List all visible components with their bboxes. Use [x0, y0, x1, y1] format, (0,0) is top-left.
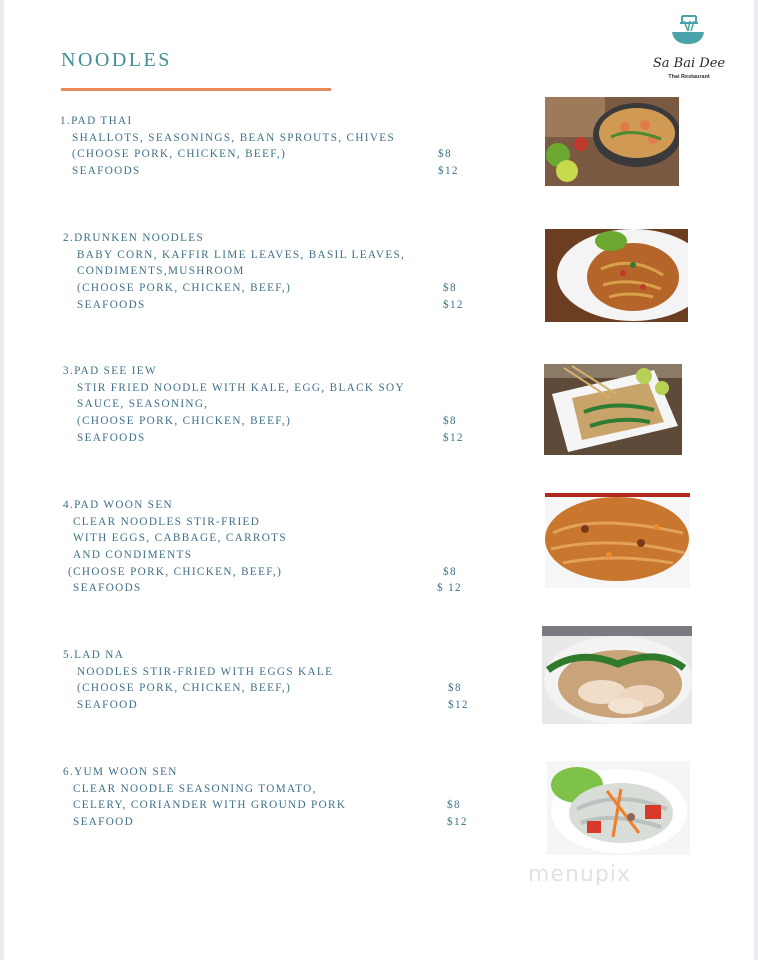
item-option: CELERY, CORIANDER WITH GROUND PORK	[73, 799, 347, 812]
item-description: NOODLES STIR-FRIED WITH EGGS KALE	[77, 665, 334, 678]
item-description: CONDIMENTS,MUSHROOM	[77, 265, 245, 278]
item-option: (CHOOSE PORK, CHICKEN, BEEF,)	[77, 682, 292, 695]
item-option: SEAFOOD	[73, 816, 135, 829]
item-price: $8	[443, 565, 457, 578]
item-description: STIR FRIED NOODLE WITH KALE, EGG, BLACK SOY	[77, 381, 405, 394]
item-heading: 6.YUM WOON SEN	[63, 766, 178, 778]
item-price: $8	[447, 799, 461, 812]
item-price: $ 12	[437, 582, 462, 595]
menupix-watermark: menupix	[528, 862, 631, 887]
item-price: $8	[438, 148, 452, 161]
item-price: $12	[447, 816, 468, 829]
yum-woon-sen-photo	[547, 761, 690, 855]
page-title: NOODLES	[61, 49, 172, 71]
pad-thai-photo	[545, 97, 679, 186]
pad-see-iew-photo	[544, 364, 682, 455]
item-option: (CHOOSE PORK, CHICKEN, BEEF,)	[77, 415, 292, 428]
item-option: (CHOOSE PORK, CHICKEN, BEEF,)	[68, 565, 283, 578]
menu-page	[4, 0, 754, 960]
item-heading: 3.PAD SEE IEW	[63, 365, 157, 377]
item-price: $12	[438, 165, 459, 178]
item-price: $8	[448, 682, 462, 695]
item-option: SEAFOODS	[73, 582, 142, 595]
item-heading: 2.DRUNKEN NOODLES	[63, 232, 205, 244]
item-description: BABY CORN, KAFFIR LIME LEAVES, BASIL LEAVES,	[77, 248, 406, 261]
item-price: $8	[443, 282, 457, 295]
item-option: SEAFOODS	[77, 431, 146, 444]
item-description: SHALLOTS, SEASONINGS, BEAN SPROUTS, CHIVES	[72, 131, 396, 144]
item-description: WITH EGGS, CABBAGE, CARROTS	[73, 532, 287, 545]
item-heading: 1.PAD THAI	[60, 115, 133, 127]
item-option: (CHOOSE PORK, CHICKEN, BEEF,)	[77, 282, 292, 295]
noodle-bowl-icon	[668, 14, 708, 48]
logo-name: Sa Bai Dee	[652, 56, 726, 71]
item-price: $8	[443, 415, 457, 428]
item-price: $12	[443, 298, 464, 311]
item-price: $12	[448, 699, 469, 712]
item-heading: 4.PAD WOON SEN	[63, 499, 173, 511]
item-option: (CHOOSE PORK, CHICKEN, BEEF,)	[72, 148, 287, 161]
pad-woon-sen-photo	[545, 493, 690, 588]
item-description: CLEAR NOODLE SEASONING TOMATO,	[73, 782, 317, 795]
item-description: CLEAR NOODLES STIR-FRIED	[73, 515, 261, 528]
item-description: AND CONDIMENTS	[73, 549, 193, 562]
item-option: SEAFOOD	[77, 699, 139, 712]
item-option: SEAFOODS	[72, 165, 141, 178]
title-underline	[61, 88, 331, 91]
logo-subtitle: Thai Restaurant	[668, 74, 710, 80]
drunken-noodles-photo	[545, 229, 688, 322]
lad-na-photo	[542, 626, 692, 724]
item-description: SAUCE, SEASONING,	[77, 398, 209, 411]
restaurant-logo	[644, 14, 734, 84]
item-heading: 5.LAD NA	[63, 649, 125, 661]
item-price: $12	[443, 431, 464, 444]
item-option: SEAFOODS	[77, 298, 146, 311]
